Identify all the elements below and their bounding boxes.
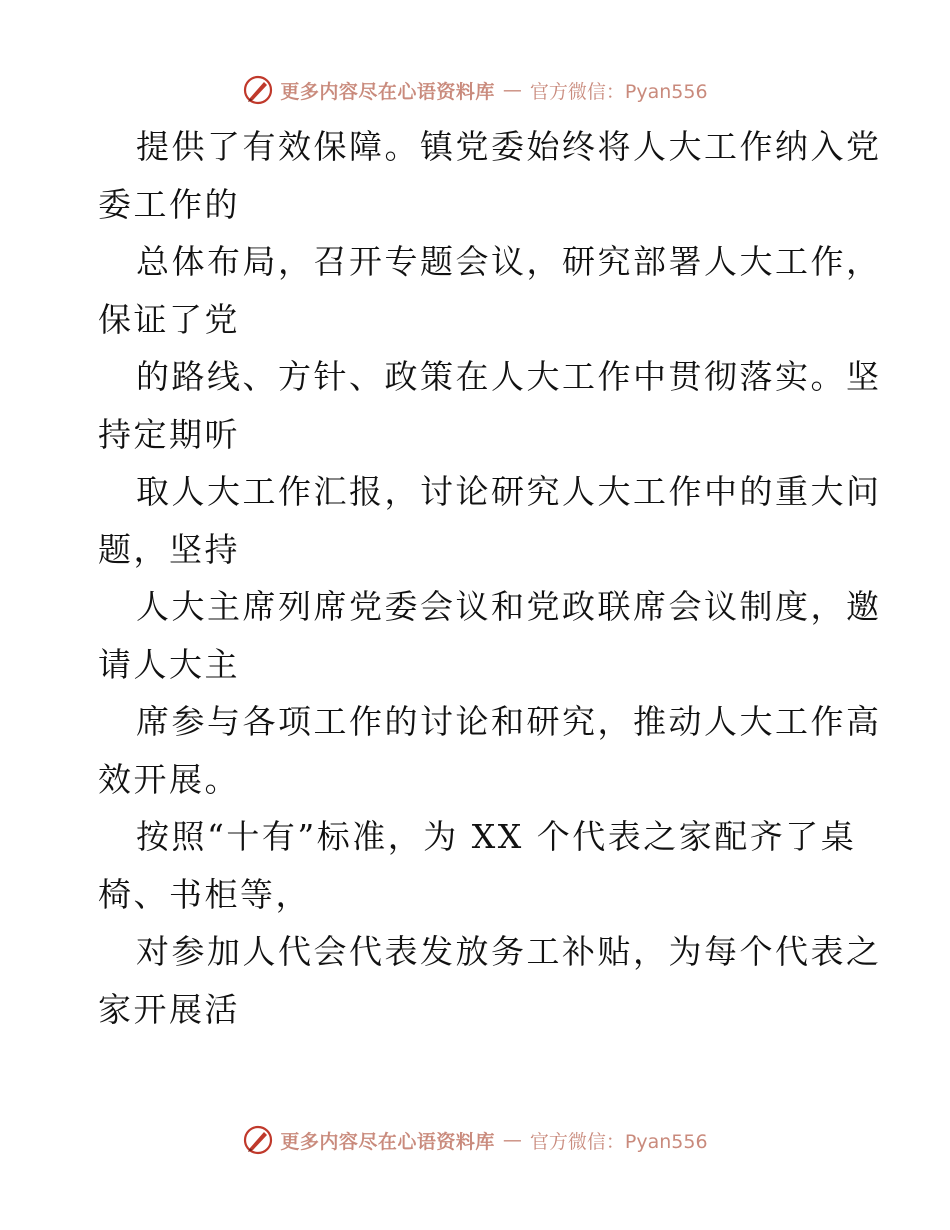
document-body — [98, 118, 882, 1038]
text-line: 的路线、方针、政策在人大工作中贯彻落实。坚 — [136, 357, 882, 396]
text-line: 家开展活 — [98, 989, 240, 1029]
header-watermark — [0, 70, 950, 110]
watermark-text: 更多内容尽在心语资料库 — [280, 80, 495, 103]
text-line: 题，坚持 — [98, 529, 240, 569]
text-line: 委工作的 — [98, 184, 240, 224]
text-line: 按照“十有”标准，为 XX 个代表之家配齐了桌 — [136, 817, 857, 856]
text-line: 取人大工作汇报，讨论研究人大工作中的重大问 — [136, 472, 882, 511]
text-line: 保证了党 — [98, 299, 240, 339]
watermark-separator: — — [502, 79, 522, 101]
text-line: 椅、书柜等， — [98, 874, 311, 914]
watermark-wechat: 官方微信：Pyan556 — [529, 80, 708, 103]
text-line: 席参与各项工作的讨论和研究，推动人大工作高 — [136, 702, 882, 741]
text-line: 请人大主 — [98, 644, 240, 684]
watermark-wechat: 官方微信：Pyan556 — [529, 1130, 708, 1153]
text-line: 提供了有效保障。镇党委始终将人大工作纳入党 — [136, 127, 882, 166]
text-line: 效开展。 — [98, 759, 240, 799]
watermark-text: 更多内容尽在心语资料库 — [280, 1130, 495, 1153]
quill-pen-logo-icon — [242, 74, 274, 106]
quill-pen-logo-icon — [242, 1124, 274, 1156]
footer-watermark — [0, 1120, 950, 1160]
text-line: 对参加人代会代表发放务工补贴，为每个代表之 — [136, 932, 882, 971]
text-line: 总体布局，召开专题会议，研究部署人大工作， — [136, 242, 882, 281]
text-line: 持定期听 — [98, 414, 240, 454]
text-line: 人大主席列席党委会议和党政联席会议制度，邀 — [136, 587, 882, 626]
watermark-separator: — — [502, 1129, 522, 1151]
